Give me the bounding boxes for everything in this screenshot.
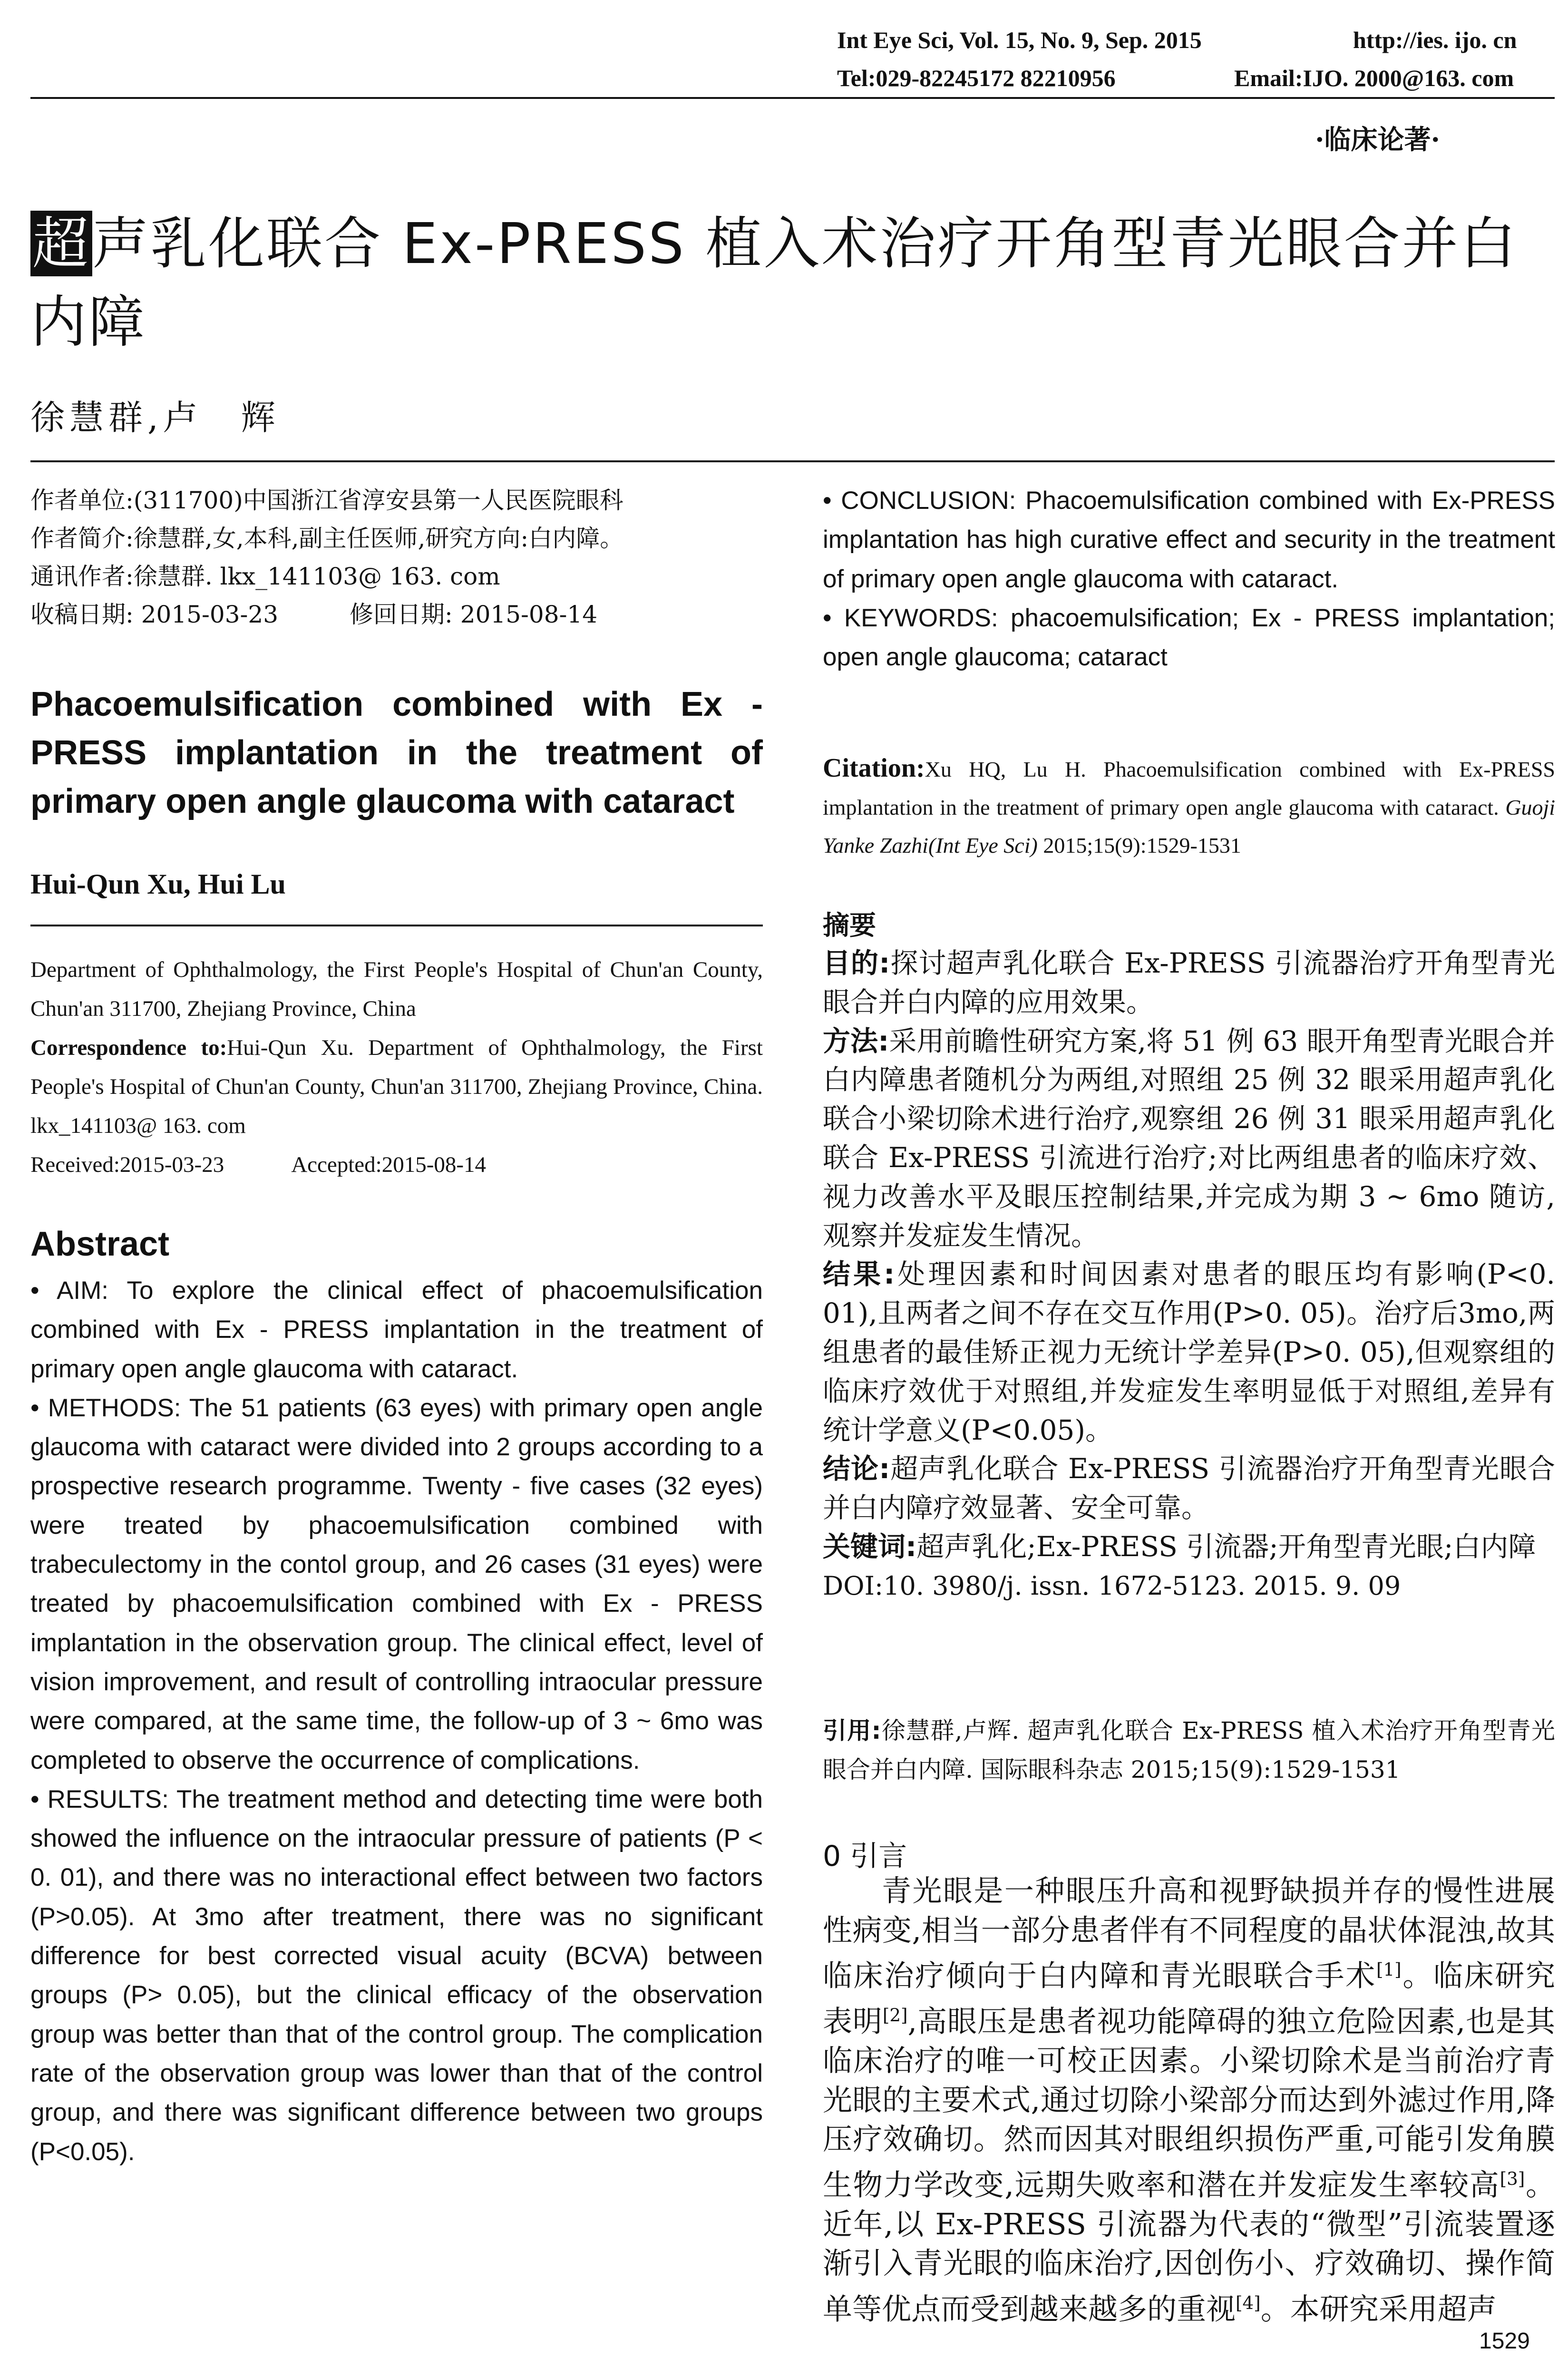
cn-corresponding: 通讯作者:徐慧群. lkx_141103@ 163. com [30, 563, 500, 590]
article-title [30, 205, 1552, 361]
cn-purpose-label: 目的: [823, 947, 890, 979]
doi: DOI:10. 3980/j. issn. 1672-5123. 2015. 9. 09 [823, 1570, 1401, 1601]
cn-conclusion-label: 结论: [823, 1452, 890, 1485]
page-number: 1529 [1479, 2328, 1530, 2354]
correspondence [30, 1028, 763, 1145]
citation-block [823, 749, 1555, 865]
keywords-text: phacoemulsification; Ex - PRESS implantation; open angle glaucoma; cataract [823, 604, 1555, 672]
cn-abstract-body [823, 944, 1555, 1606]
cn-affiliation: 作者单位:(311700)中国浙江省淳安县第一人民医院眼科 [30, 487, 623, 514]
cn-conclusion-text: 超声乳化联合 Ex-PRESS 引流器治疗开角型青光眼合并白内障疗效显著、安全可靠。 [823, 1452, 1556, 1524]
abstract-methods [30, 1389, 763, 1780]
cn-results-label: 结果: [823, 1258, 895, 1291]
title-rest: 声乳化联合 Ex-PRESS 植入术治疗开角型青光眼合并白内障 [30, 211, 1518, 355]
title-rule [30, 460, 1555, 462]
section-tag: ·临床论著· [1315, 124, 1440, 156]
ref-3: [3] [1500, 2168, 1525, 2189]
received-dates: Received:2015-03-23 Accepted:2015-08-14 [30, 1152, 487, 1177]
english-title: Phacoemulsification combined with Ex - PRESS implantation in the treatment of primary open angle glaucoma with cataract [30, 685, 763, 820]
intro-text-4: 。近年,以 Ex-PRESS 引流器为代表的“微型”引流装置逐渐引入青光眼的临床治疗,因创伤小、疗效确切、操作简单等优点而受到越来越多的重视 [823, 2167, 1555, 2327]
cn-methods [823, 1022, 1555, 1256]
intro-heading: 0 引言 [823, 1840, 907, 1873]
cn-methods-label: 方法: [823, 1024, 889, 1057]
cn-keywords-text: 超声乳化;Ex-PRESS 引流器;开角型青光眼;白内障 [916, 1530, 1536, 1563]
authors-rule [30, 925, 763, 926]
correspondence-label: Correspondence to: [30, 1035, 227, 1060]
results-label: • RESULTS: [30, 1785, 169, 1813]
journal-citation-header: Int Eye Sci, Vol. 15, No. 9, Sep. 2015 [837, 27, 1202, 53]
abstract-body [30, 1271, 763, 2172]
intro-text-3: ,高眼压是患者视功能障碍的独立危险因素,也是其临床治疗的唯一可校正因素。小梁切除术是当前治疗青光眼的主要术式,通过切除小梁部分而达到外滤过作用,降压疗效确切。然而因其对眼组织损伤严重,可能引发角膜生物力学改变,远期失败率和潜在并发症发生率较高 [823, 2004, 1555, 2202]
cn-citation-label: 引用: [823, 1717, 881, 1744]
methods-label: • METHODS: [30, 1393, 181, 1422]
title-first-char: 超 [30, 211, 92, 276]
abstract-aim [30, 1271, 763, 1389]
ref-1: [1] [1376, 1959, 1402, 1980]
cn-conclusion [823, 1450, 1555, 1528]
intro-text-5: 。本研究采用超声 [1260, 2291, 1497, 2327]
aim-label: • AIM: [30, 1276, 109, 1305]
results-text: The treatment method and detecting time were both showed the influence on the intraocular pressure of patients (P < 0. 01), and there was no interactional effect between two factors (P>0.05). At 3mo after treatment, there was no significant difference for best corrected visual acuity (BCVA) between groups (P> 0.05), but the clinical efficacy of the observation group was better than that of the control group. The complication rate of the observation group was lower than that of the control group, and there was significant difference between two groups (P<0.05). [30, 1785, 763, 2166]
cn-results-text: 处理因素和时间因素对患者的眼压均有影响(P<0. 01),且两者之间不存在交互作用(P>0. 05)。治疗后3mo,两组患者的最佳矫正视力无统计学差异(P>0. 05),但观察组的临床疗效优于对照组,并发症发生率明显低于对照组,差异有统计学意义(P<0.05)。 [823, 1258, 1555, 1446]
journal-tel: Tel:029-82245172 82210956 [837, 65, 1116, 91]
conclusion-label: • CONCLUSION: [823, 487, 1016, 515]
cn-citation-text: 徐慧群,卢辉. 超声乳化联合 Ex-PRESS 植入术治疗开角型青光眼合并白内障. 国际眼科杂志 2015;15(9):1529-1531 [823, 1717, 1555, 1783]
intro-text-2: 。临床研究表明 [823, 1958, 1555, 2039]
cn-keywords [823, 1528, 1555, 1567]
english-authors: Hui-Qun Xu, Hui Lu [30, 868, 286, 900]
abstract-results [30, 1780, 763, 2172]
abstract-heading: Abstract [30, 1225, 170, 1263]
abstract-conclusion [823, 481, 1555, 599]
cn-methods-text: 采用前瞻性研究方案,将 51 例 63 眼开角型青光眼合并白内障患者随机分为两组,对照组 25 例 32 眼采用超声乳化联合小梁切除术进行治疗,观察组 26 例 31 眼采用超声乳化联合 Ex-PRESS 引流进行治疗;对比两组患者的临床疗效、视力改善水平及眼压控制结果,并完成为期 3 ~ 6mo 随访,观察并发症发生情况。 [823, 1024, 1555, 1252]
cn-purpose-text: 探讨超声乳化联合 Ex-PRESS 引流器治疗开角型青光眼合并白内障的应用效果。 [823, 947, 1556, 1018]
affiliation-block [30, 950, 763, 1184]
keywords-label: • KEYWORDS: [823, 604, 998, 632]
citation-text-a: Xu HQ, Lu H. Phacoemulsification combined with Ex-PRESS implantation in the treatment of primary open angle glaucoma with cataract. [823, 757, 1555, 819]
department: Department of Ophthalmology, the First People's Hospital of Chun'an County, Chun'an 311700, Zhejiang Province, China [30, 957, 763, 1021]
cn-abstract-heading: 摘要 [823, 910, 876, 941]
cn-author-bio: 作者简介:徐慧群,女,本科,副主任医师,研究方向:白内障。 [30, 525, 624, 552]
citation-journal: Guoji Yanke Zazhi(Int Eye Sci) [823, 795, 1555, 857]
header-rule [30, 97, 1555, 99]
correspondence-text: Hui-Qun Xu. Department of Ophthalmology, the First People's Hospital of Chun'an County, Chun'an 311700, Zhejiang Province, China. lkx_141103@ 163. com [30, 1035, 763, 1138]
cn-info-block [30, 481, 763, 633]
intro-paragraph [823, 1871, 1555, 2329]
authors-cn: 徐慧群,卢 辉 [30, 398, 280, 438]
citation-text-b: 2015;15(9):1529-1531 [1037, 833, 1241, 857]
journal-url: http://ies. ijo. cn [1353, 27, 1517, 53]
citation-label: Citation: [823, 753, 925, 783]
cn-results [823, 1255, 1555, 1450]
aim-text: To explore the clinical effect of phacoemulsification combined with Ex - PRESS implantation in the treatment of primary open angle glaucoma with cataract. [30, 1276, 763, 1383]
conclusion-text: Phacoemulsification combined with Ex-PRESS implantation has high curative effect and security in the treatment of primary open angle glaucoma with cataract. [823, 487, 1555, 593]
journal-email: Email:IJO. 2000@163. com [1234, 65, 1514, 91]
cn-dates: 收稿日期: 2015-03-23 修回日期: 2015-08-14 [30, 601, 598, 628]
cn-keywords-label: 关键词: [823, 1530, 917, 1563]
intro-text-1: 青光眼是一种眼压升高和视野缺损并存的慢性进展性病变,相当一部分患者伴有不同程度的晶状体混浊,故其临床治疗倾向于白内障和青光眼联合手术 [823, 1873, 1555, 1993]
ref-4: [4] [1236, 2292, 1261, 2313]
methods-text: The 51 patients (63 eyes) with primary open angle glaucoma with cataract were divided into 2 groups according to a prospective research programme. Twenty - five cases (32 eyes) were treated by phacoemulsification combined with trabeculectomy in the contol group, and 26 cases (31 eyes) were treated by phacoemulsification combined with Ex - PRESS implantation in the observation group. The clinical effect, level of vision improvement, and result of controlling intraocular pressure were compared, at the same time, the follow-up of 3 ~ 6mo was completed to observe the occurrence of complications. [30, 1393, 763, 1774]
abstract-keywords [823, 599, 1555, 677]
abstract-continued [823, 481, 1555, 677]
ref-2: [2] [882, 2005, 908, 2026]
cn-purpose [823, 944, 1555, 1022]
cn-citation [823, 1711, 1555, 1789]
